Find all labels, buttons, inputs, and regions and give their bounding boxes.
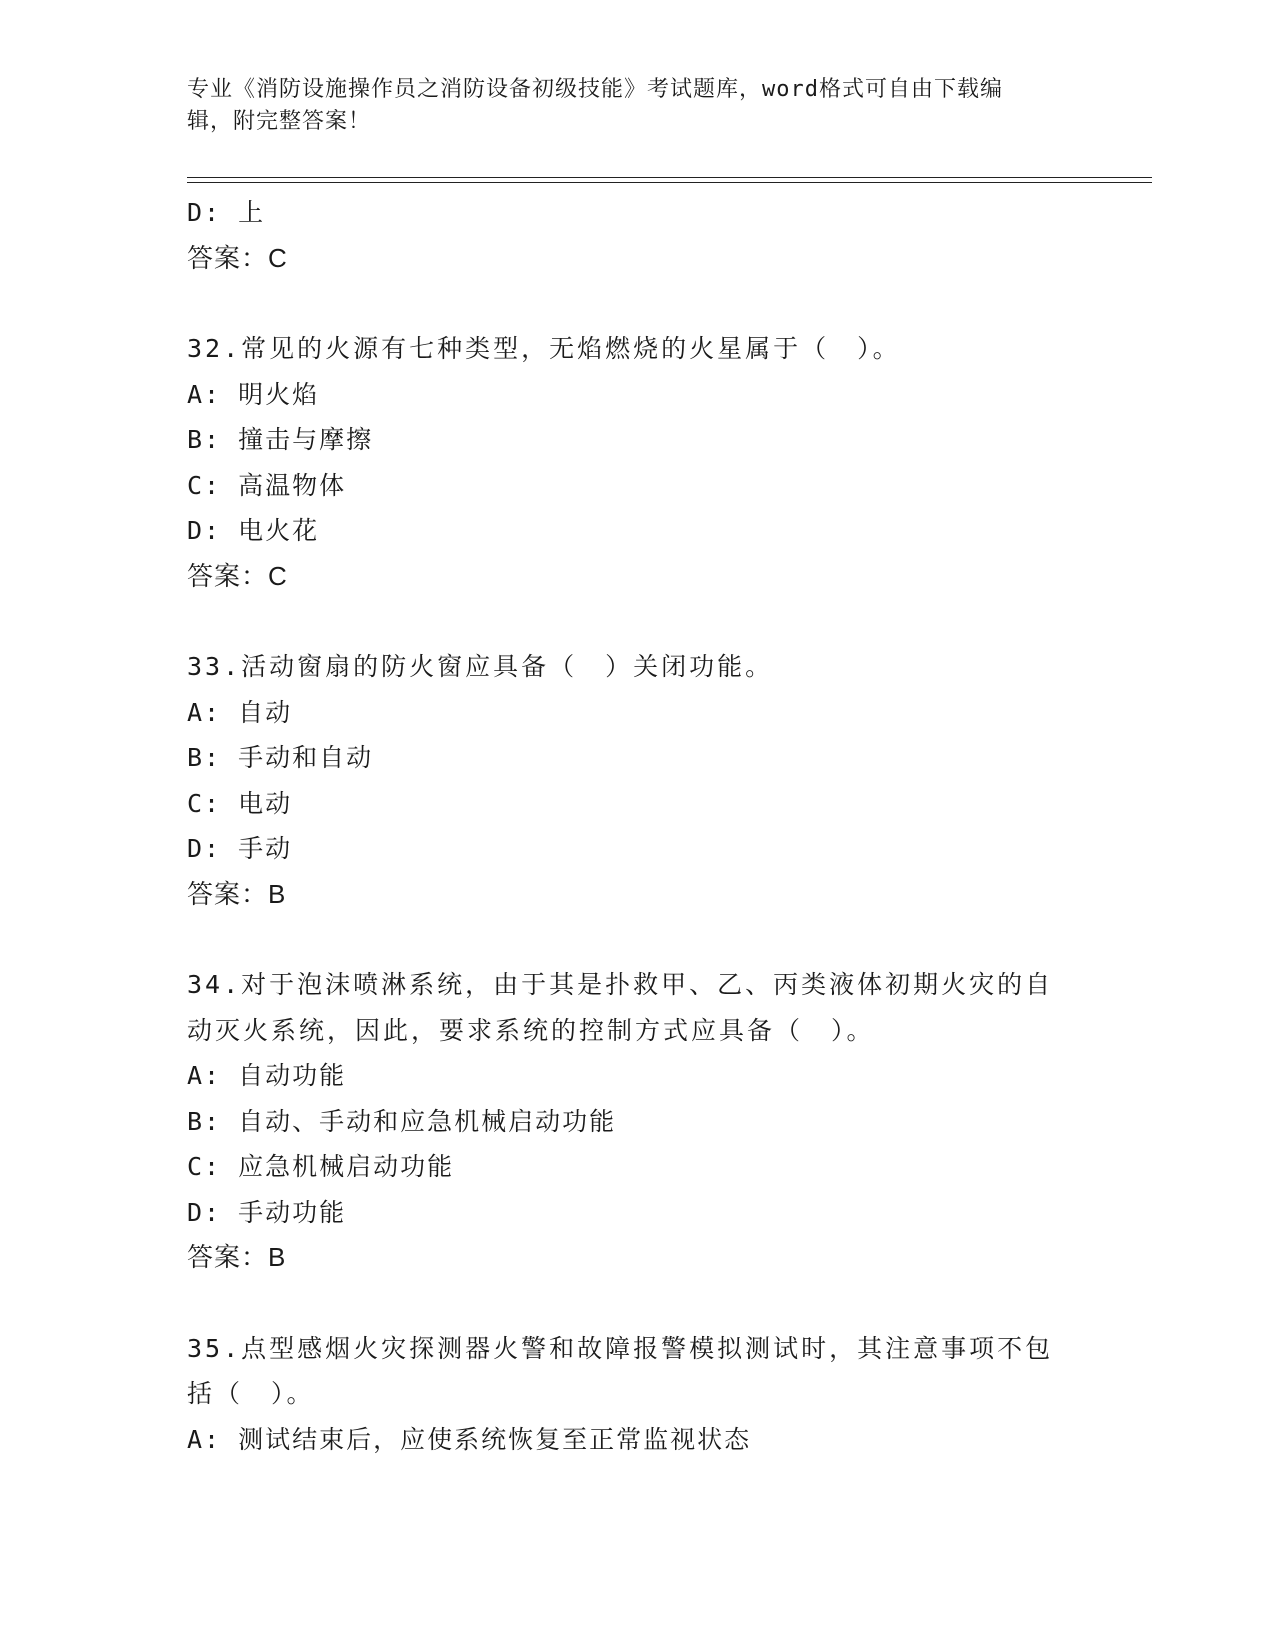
answer-line: 答案：B — [187, 1242, 287, 1272]
question-stem-line-2: 动灭火系统，因此，要求系统的控制方式应具备（ ）。 — [187, 1015, 875, 1045]
question-35 — [187, 1326, 1087, 1463]
answer-line: 答案：B — [187, 878, 287, 909]
previous-question-tail — [187, 190, 1087, 281]
option-c: C: 应急机械启动功能 — [187, 1152, 455, 1181]
option-a: A: 自动功能 — [187, 1061, 347, 1090]
question-34 — [187, 962, 1087, 1281]
option-d: D: 手动功能 — [187, 1197, 347, 1227]
question-32 — [187, 326, 1087, 599]
question-stem: 33.活动窗扇的防火窗应具备（ ）关闭功能。 — [187, 652, 774, 681]
question-stem-line-1: 35.点型感烟火灾探测器火警和故障报警模拟测试时，其注意事项不包 — [187, 1333, 1054, 1363]
header-line-2: 辑，附完整答案！ — [187, 109, 372, 134]
document-header — [187, 74, 1067, 138]
option-c: C: 电动 — [187, 788, 293, 818]
question-stem-line-1: 34.对于泡沫喷淋系统，由于其是扑救甲、乙、丙类液体初期火灾的自 — [187, 970, 1054, 999]
answer-line: 答案：C — [187, 242, 288, 273]
option-a: A: 测试结束后，应使系统恢复至正常监视状态 — [187, 1424, 752, 1454]
answer-line: 答案：C — [187, 560, 288, 591]
option-d: D: 电火花 — [187, 516, 320, 545]
option-c: C: 高温物体 — [187, 470, 347, 500]
header-line-1: 专业《消防设施操作员之消防设备初级技能》考试题库，word格式可自由下载编 — [187, 77, 1003, 102]
header-divider-bottom — [187, 182, 1152, 183]
question-stem-line-2: 括（ ）。 — [187, 1379, 315, 1408]
question-33 — [187, 644, 1087, 917]
question-stem: 32.常见的火源有七种类型，无焰燃烧的火星属于（ ）。 — [187, 334, 901, 363]
option-a: A: 自动 — [187, 697, 293, 727]
header-divider-top — [187, 177, 1152, 178]
option-d: D: 上 — [187, 198, 266, 227]
option-b: B: 自动、手动和应急机械启动功能 — [187, 1106, 617, 1136]
option-b: B: 撞击与摩擦 — [187, 425, 374, 454]
option-a: A: 明火焰 — [187, 379, 320, 409]
question-list — [187, 190, 1087, 1462]
option-d: D: 手动 — [187, 834, 293, 863]
option-b: B: 手动和自动 — [187, 743, 374, 772]
